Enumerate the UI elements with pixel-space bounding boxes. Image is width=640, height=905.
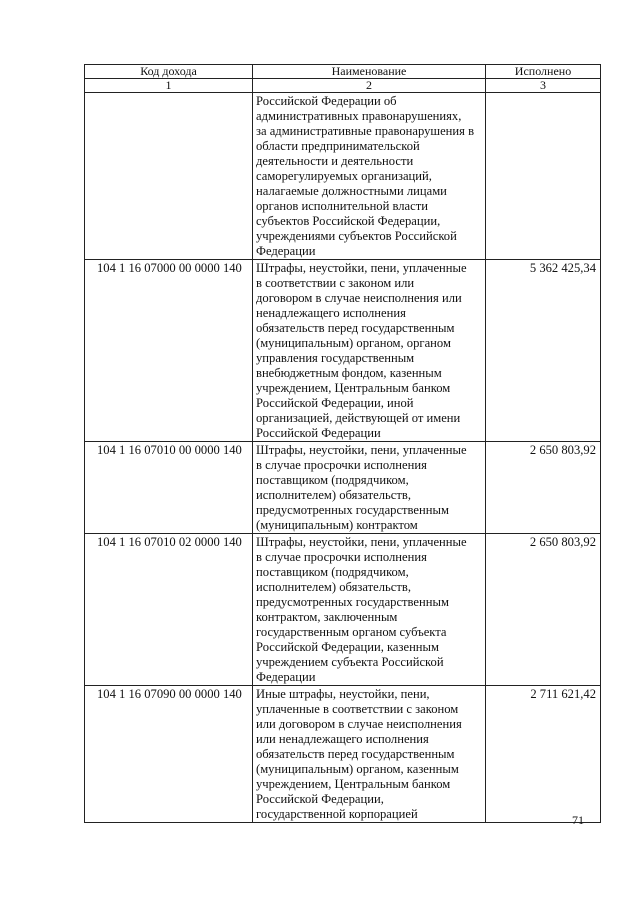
revenue-name-line: Штрафы, неустойки, пени, уплаченные	[256, 443, 467, 457]
revenue-name-line: за административные правонарушения в	[256, 124, 475, 138]
header-name: Наименование	[253, 65, 486, 79]
revenue-name-line: Российской Федерации,	[256, 792, 384, 806]
revenue-name-line: контрактом, заключенным	[256, 610, 398, 624]
revenue-table	[84, 64, 601, 823]
revenue-table-container	[84, 64, 600, 823]
executed-amount-cell: 5 362 425,34	[486, 260, 601, 442]
header-row	[85, 65, 601, 79]
revenue-name-line: Федерации	[256, 670, 316, 684]
table-row	[85, 534, 601, 686]
header-code: Код дохода	[85, 65, 253, 79]
revenue-name-line: учреждением, Центральным банком	[256, 777, 451, 791]
revenue-name-line: или договором в случае неисполнения	[256, 717, 462, 731]
revenue-name-line: в случае просрочки исполнения	[256, 550, 427, 564]
revenue-name-line: государственной корпорацией	[256, 807, 418, 821]
header-number-2: 2	[253, 79, 486, 93]
revenue-name-line: обязательств перед государственным	[256, 747, 455, 761]
revenue-name-line: (муниципальным) контрактом	[256, 518, 418, 532]
revenue-name-line: Российской Федерации	[256, 426, 381, 440]
revenue-name-line: организацией, действующей от имени	[256, 411, 461, 425]
revenue-name-line: Российской Федерации об	[256, 94, 397, 108]
revenue-code-cell: 104 1 16 07010 00 0000 140	[85, 442, 253, 534]
revenue-name-cell	[253, 686, 486, 823]
revenue-name-line: предусмотренных государственным	[256, 503, 449, 517]
header-number-1: 1	[85, 79, 253, 93]
revenue-name-line: учреждением, Центральным банком	[256, 381, 451, 395]
revenue-name-line: деятельности и деятельности	[256, 154, 414, 168]
header-executed: Исполнено	[486, 65, 601, 79]
revenue-code-cell: 104 1 16 07090 00 0000 140	[85, 686, 253, 823]
revenue-code-cell	[85, 93, 253, 260]
revenue-name-line: Российской Федерации, казенным	[256, 640, 439, 654]
revenue-name-line: административных правонарушениях,	[256, 109, 462, 123]
revenue-name-line: исполнителем) обязательств,	[256, 488, 411, 502]
revenue-code-cell: 104 1 16 07000 00 0000 140	[85, 260, 253, 442]
revenue-name-line: субъектов Российской Федерации,	[256, 214, 441, 228]
revenue-name-line: управления государственным	[256, 351, 415, 365]
revenue-name-line: учреждением субъекта Российской	[256, 655, 444, 669]
revenue-name-line: предусмотренных государственным	[256, 595, 449, 609]
table-body	[85, 93, 601, 823]
revenue-name-line: поставщиком (подрядчиком,	[256, 473, 409, 487]
revenue-name-line: саморегулируемых организаций,	[256, 169, 432, 183]
revenue-name-line: учреждениями субъектов Российской	[256, 229, 457, 243]
executed-amount-cell	[486, 93, 601, 260]
revenue-name-line: государственным органом субъекта	[256, 625, 447, 639]
table-row	[85, 442, 601, 534]
revenue-name-line: в соответствии с законом или	[256, 276, 415, 290]
revenue-name-line: (муниципальным) органом, органом	[256, 336, 451, 350]
table-row	[85, 93, 601, 260]
revenue-code-cell: 104 1 16 07010 02 0000 140	[85, 534, 253, 686]
revenue-name-line: Штрафы, неустойки, пени, уплаченные	[256, 535, 467, 549]
revenue-name-line: обязательств перед государственным	[256, 321, 455, 335]
table-row	[85, 686, 601, 823]
revenue-name-line: внебюджетным фондом, казенным	[256, 366, 442, 380]
header-number-row	[85, 79, 601, 93]
revenue-name-cell	[253, 442, 486, 534]
revenue-name-cell	[253, 260, 486, 442]
revenue-name-line: (муниципальным) органом, казенным	[256, 762, 459, 776]
revenue-name-line: уплаченные в соответствии с законом	[256, 702, 459, 716]
executed-amount-cell: 2 711 621,42	[486, 686, 601, 823]
revenue-name-line: налагаемые должностными лицами	[256, 184, 447, 198]
revenue-name-cell	[253, 93, 486, 260]
page-number: 71	[572, 813, 584, 827]
revenue-name-line: Иные штрафы, неустойки, пени,	[256, 687, 430, 701]
revenue-name-line: в случае просрочки исполнения	[256, 458, 427, 472]
revenue-name-line: Федерации	[256, 244, 316, 258]
table-row	[85, 260, 601, 442]
revenue-name-line: исполнителем) обязательств,	[256, 580, 411, 594]
executed-amount-cell: 2 650 803,92	[486, 534, 601, 686]
executed-amount-cell: 2 650 803,92	[486, 442, 601, 534]
revenue-name-line: органов исполнительной власти	[256, 199, 428, 213]
table-header	[85, 65, 601, 93]
revenue-name-line: договором в случае неисполнения или	[256, 291, 462, 305]
revenue-name-line: Российской Федерации, иной	[256, 396, 414, 410]
revenue-name-line: Штрафы, неустойки, пени, уплаченные	[256, 261, 467, 275]
revenue-name-cell	[253, 534, 486, 686]
revenue-name-line: области предпринимательской	[256, 139, 420, 153]
header-number-3: 3	[486, 79, 601, 93]
revenue-name-line: поставщиком (подрядчиком,	[256, 565, 409, 579]
revenue-name-line: ненадлежащего исполнения	[256, 306, 406, 320]
revenue-name-line: или ненадлежащего исполнения	[256, 732, 429, 746]
